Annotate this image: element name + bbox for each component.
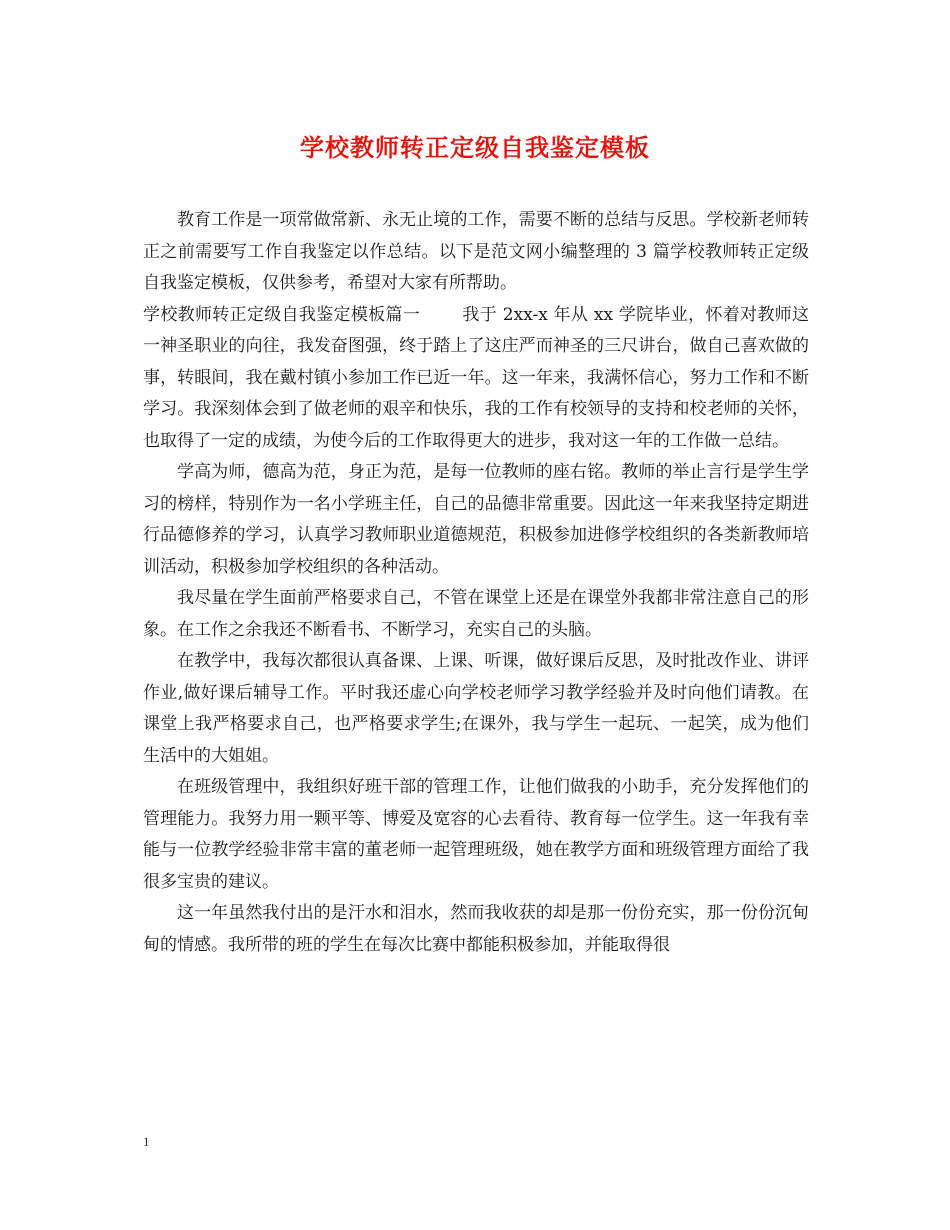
body-paragraph: 这一年虽然我付出的是汗水和泪水，然而我收获的却是那一份份充实，那一份份沉甸甸的情感。我所带的班的学生在每次比赛中都能积极参加，并能取得很 xyxy=(143,903,809,955)
body-paragraph: 在教学中，我每次都很认真备课、上课、听课，做好课后反思，及时批改作业、讲评作业,做好课后辅导工作。平时我还虚心向学校老师学习教学经验并及时向他们请教。在课堂上我严格要求自己，也严格要求学生;在课外，我与学生一起玩、一起笑，成为他们生活中的大姐姐。 xyxy=(143,651,809,766)
document-body xyxy=(143,205,809,961)
section-paragraph xyxy=(143,300,809,458)
intro-paragraph: 教育工作是一项常做常新、永无止境的工作，需要不断的总结与反思。学校新老师转正之前需要写工作自我鉴定以作总结。以下是范文网小编整理的 3 篇学校教师转正定级自我鉴定模板，仅供参考，希望对大家有所帮助。 xyxy=(143,210,809,293)
document-title: 学校教师转正定级自我鉴定模板 xyxy=(300,133,650,162)
body-paragraph: 我尽量在学生面前严格要求自己，不管在课堂上还是在课堂外我都非常注意自己的形象。在工作之余我还不断看书、不断学习，充实自己的头脑。 xyxy=(143,588,809,640)
body-paragraph: 在班级管理中，我组织好班干部的管理工作，让他们做我的小助手，充分发挥他们的管理能力。我努力用一颗平等、博爱及宽容的心去看待、教育每一位学生。这一年我有幸能与一位教学经验非常丰富的董老师一起管理班级，她在教学方面和班级管理方面给了我很多宝贵的建议。 xyxy=(143,777,809,892)
section-heading: 学校教师转正定级自我鉴定模板篇一 xyxy=(143,304,421,325)
section-first-paragraph: 我于 2xx-x 年从 xx 学院毕业，怀着对教师这一神圣职业的向往，我发奋图强，终于踏上了这庄严而神圣的三尺讲台，做自己喜欢做的事，转眼间，我在戴村镇小参加工作已近一年。这一年来，我满怀信心，努力工作和不断学习。我深刻体会到了做老师的艰辛和快乐，我的工作有校领导的支持和校老师的关怀，也取得了一定的成绩，为使今后的工作取得更大的进步，我对这一年的工作做一总结。 xyxy=(143,304,809,451)
page-number: 1 xyxy=(143,1134,150,1149)
body-paragraph: 学高为师，德高为范，身正为范，是每一位教师的座右铭。教师的举止言行是学生学习的榜样，特别作为一名小学班主任，自己的品德非常重要。因此这一年来我坚持定期进行品德修养的学习，认真学习教师职业道德规范，积极参加进修学校组织的各类新教师培训活动，积极参加学校组织的各种活动。 xyxy=(143,462,809,577)
